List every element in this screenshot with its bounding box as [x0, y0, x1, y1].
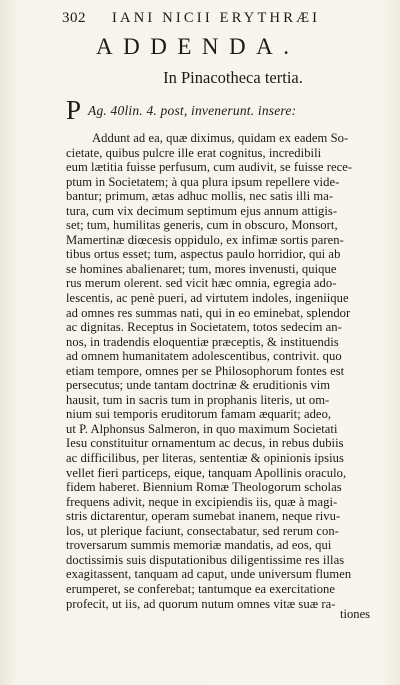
text-line: hausit, tum in sacris tum in prophanis literis, ut om- [66, 392, 330, 407]
text-line: stris dictarentur, operam sumebat inanem, neque rivu- [66, 509, 341, 524]
text-line: ut P. Alphonsus Salmeron, in quo maximum Societati [66, 421, 338, 436]
text-line: etiam tempore, omnes per se Philosophorum fontes est [66, 363, 345, 378]
text-line: ac dignitas. Receptus in Societatem, totos sedecim an- [66, 320, 342, 335]
text-line: tibus ortus esset; tum, aspectus paulo horridior, qui ab [66, 247, 341, 262]
text-line: bantur; primum, ætas adhuc mollis, nec satis illi ma- [66, 189, 334, 204]
text-line: rus merum olerent. sed vicit hæc omnia, egregia ado- [66, 276, 337, 291]
text-line: nium sui temporis eruditorum famam æquarit; adeo, [66, 407, 332, 422]
section-title: ADDENDA. [96, 34, 300, 59]
running-head [62, 10, 382, 28]
text-line: ad omnem humanitatem adolescentibus, contrivit. quo [66, 349, 342, 364]
text-line: frequens adivit, neque in excipiendis iis, quæ à magi- [66, 494, 338, 509]
running-title: IANI NICII ERYTHRÆI [112, 10, 321, 26]
drop-initial: P [66, 95, 82, 125]
subheading: In Pinacotheca tertia. [163, 68, 303, 87]
text-line: erumperet, se conferebat; tantumque ea exercitatione [66, 581, 336, 596]
text-line: ad omnes res summas nati, qui in eo eminebat, splendor [66, 305, 351, 320]
text-line: exagitassent, tanquam ad caput, unde universum flumen [66, 567, 352, 582]
text-line: nos, in tradendis eloquentiæ præceptis, & instituendis [66, 334, 339, 349]
text-line: tura, cum vix decimum septimum ejus annum attigis- [66, 203, 338, 218]
text-line: cietate, quibus pulcre ille erat cognitus, incredibili [66, 145, 322, 160]
text-line: eum lætitia fuisse perfusum, cum audivit, se fuisse rece- [66, 160, 353, 175]
text-line: se homines abalienaret; tum, mores invenusti, quique [66, 261, 337, 276]
text-line: fidem haberet. Biennium Romæ Theologorum scholas [66, 480, 342, 495]
body-text [66, 131, 388, 611]
text-line: Addunt ad ea, quæ diximus, quidam ex eadem So- [92, 131, 349, 145]
page-number: 302 [62, 10, 86, 26]
text-line: profecit, ut iis, ad quorum nutum omnes vitæ suæ ra- [66, 596, 336, 611]
text-line: ptum in Societatem; à qua plura ipsum repellere vide- [66, 174, 340, 189]
text-line: lescentis, ac penè pueri, ad virtutem indoles, ingeniique [66, 291, 349, 306]
text-line: ac difficilibus, per literas, sententiæ & opinionis ipsius [66, 451, 344, 466]
text-line: set; tum, humilitas generis, cum in obscuro, Monsort, [66, 218, 338, 233]
text-line: los, ut plerique faciunt, consectabatur, sed rerum con- [66, 523, 339, 538]
text-line: doctissimis suis disputationibus diligentissime res illas [66, 552, 345, 567]
text-line: vellet fieri particeps, eique, tanquam Apollinis oraculo, [66, 465, 347, 480]
text-line: Iesu constituitur ornamentum ac decus, in rebus dubiis [66, 436, 344, 451]
text-line: troversarum summis memoriæ mandatis, ad eos, qui [66, 538, 332, 553]
text-line: Mamertinæ diœcesis oppidulo, ex infimæ sortis paren- [66, 232, 344, 247]
insertion-instruction [66, 97, 386, 123]
text-line: persecutus; unde tantam doctrinæ & eruditionis vim [66, 378, 331, 393]
instruction-text: Ag. 40lin. 4. post, invenerunt. insere: [88, 103, 297, 118]
catchword: tiones [340, 607, 371, 621]
